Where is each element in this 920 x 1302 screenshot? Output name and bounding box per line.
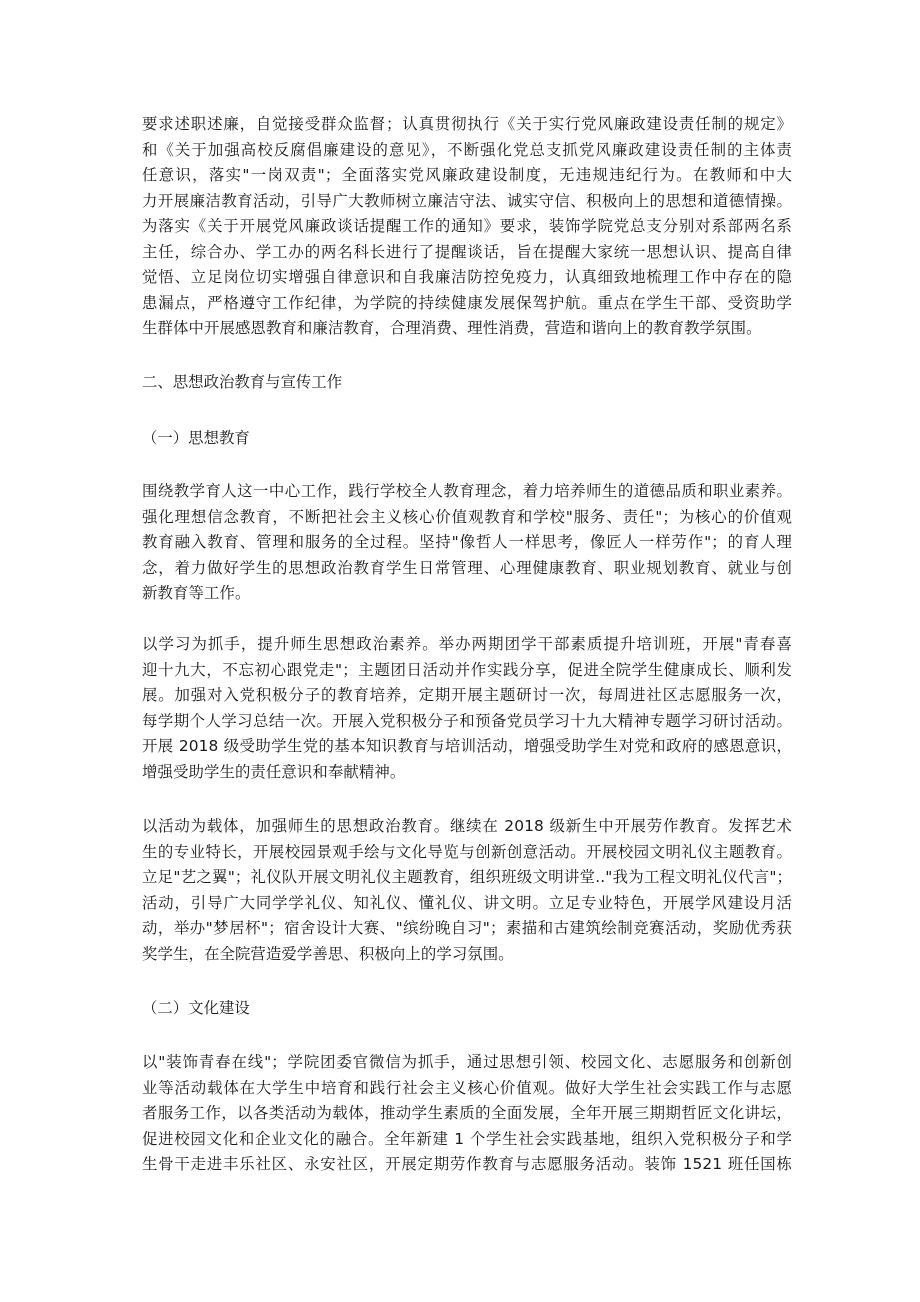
text-line: 以学习为抓手，提升师生思想政治素养。举办两期团学干部素质提升培训班，开展"青春喜 [142,635,792,653]
text-line: 以活动为载体，加强师生的思想政治教育。继续在 2018 级新生中开展劳作教育。发挥艺术 [142,817,792,835]
subsection-heading: （一）思想教育 [142,429,250,447]
text-line: 业等活动载体在大学生中培育和践行社会主义核心价值观。做好大学生社会实践工作与志愿 [142,1078,792,1097]
text-line: 立足"艺之翼"；礼仪队开展文明礼仪主题教育，组织班级文明讲堂.."我为工程文明礼仪代言"； [142,868,792,886]
section-heading: 二、思想政治教育与宣传工作 [142,373,343,391]
text-line: 以"装饰青春在线"；学院团委官微信为抓手，通过思想引领、校园文化、志愿服务和创新创 [142,1053,792,1071]
text-line: 增强受助学生的责任意识和奉献精神。 [142,762,406,781]
text-line: 者服务工作，以各类活动为载体，推动学生素质的全面发展，全年开展三期期哲匠文化讲坛， [142,1104,792,1122]
text-line: 迎十九大，不忘初心跟党走"；主题团日活动并作实践分享，促进全院学生健康成长、顺利发 [142,660,792,679]
text-line: 活动，引导广大同学学礼仪、知礼仪、懂礼仪、讲文明。立足专业特色，开展学风建设月活 [142,893,792,912]
subsection-heading: （二）文化建设 [142,999,250,1017]
text-line: 觉悟、立足岗位切实增强自律意识和自我廉洁防控免疫力，认真细致地梳理工作中存在的隐 [142,268,792,286]
text-line: 每学期个人学习总结一次。开展入党积极分子和预备党员学习十九大精神专题学习研讨活动。 [142,711,792,730]
text-line: 力开展廉洁教育活动，引导广大教师树立廉洁守法、诚实守信、积极向上的思想和道德情操。 [142,191,792,210]
text-line: 动，举办"梦居杯"；宿舍设计大赛、"缤纷晚自习"；素描和古建筑绘制竞赛活动，奖励优秀获 [142,919,792,937]
paragraph-party-conduct [142,112,792,342]
text-line: 生群体中开展感恩教育和廉洁教育，合理消费、理性消费，营造和谐向上的教育教学氛围。 [142,319,762,337]
text-line: 为落实《关于开展党风廉政谈话提醒工作的通知》要求，装饰学院党总支分别对系部两名系 [142,217,792,235]
text-line: 生的专业特长，开展校园景观手绘与文化导览与创新创意活动。开展校园文明礼仪主题教育。 [142,842,792,861]
text-line: 主任，综合办、学工办的两名科长进行了提醒谈话，旨在提醒大家统一思想认识、提高自律 [142,242,792,261]
text-line: 要求述职述廉，自觉接受群众监督；认真贯彻执行《关于实行党风廉政建设责任制的规定》 [142,115,792,133]
text-line: 教育融入教育、管理和服务的全过程。坚持"像哲人一样思考，像匠人一样劳作"；的育人理 [142,533,792,551]
text-line: 促进校园文化和企业文化的融合。全年新建 1 个学生社会实践基地，组织入党积极分子和学 [142,1129,792,1148]
paragraph-culture-building [142,1050,792,1178]
text-line: 和《关于加强高校反腐倡廉建设的意见》，不断强化党总支抓党风廉政建设责任制的主体责 [142,140,792,159]
text-line: 生骨干走进丰乐社区、永安社区，开展定期劳作教育与志愿服务活动。装饰 1521 班任国栋 [142,1155,792,1173]
paragraph-activities [142,814,792,967]
text-line: 奖学生，在全院营造爱学善思、积极向上的学习氛围。 [142,944,514,963]
paragraph-study-focus [142,632,792,785]
text-line: 任意识，落实"一岗双责"；全面落实党风廉政建设制度，无违规违纪行为。在教师和中大 [142,166,792,184]
text-line: 患漏点，严格遵守工作纪律，为学院的持续健康发展保驾护航。重点在学生干部、受资助学 [142,293,792,312]
paragraph-ideological-education [142,479,792,607]
text-line: 念，着力做好学生的思想政治教育学生日常管理、心理健康教育、职业规划教育、就业与创 [142,558,792,577]
text-line: 强化理想信念教育，不断把社会主义核心价值观教育和学校"服务、责任"；为核心的价值观 [142,507,792,526]
text-line: 开展 2018 级受助学生党的基本知识教育与培训活动，增强受助学生对党和政府的感恩意识， [142,737,792,755]
text-line: 新教育等工作。 [142,584,251,602]
text-line: 围绕教学育人这一中心工作，践行学校全人教育理念，着力培养师生的道德品质和职业素养。 [142,482,792,500]
text-line: 展。加强对入党积极分子的教育培养，定期开展主题研讨一次，每周进社区志愿服务一次， [142,686,792,704]
